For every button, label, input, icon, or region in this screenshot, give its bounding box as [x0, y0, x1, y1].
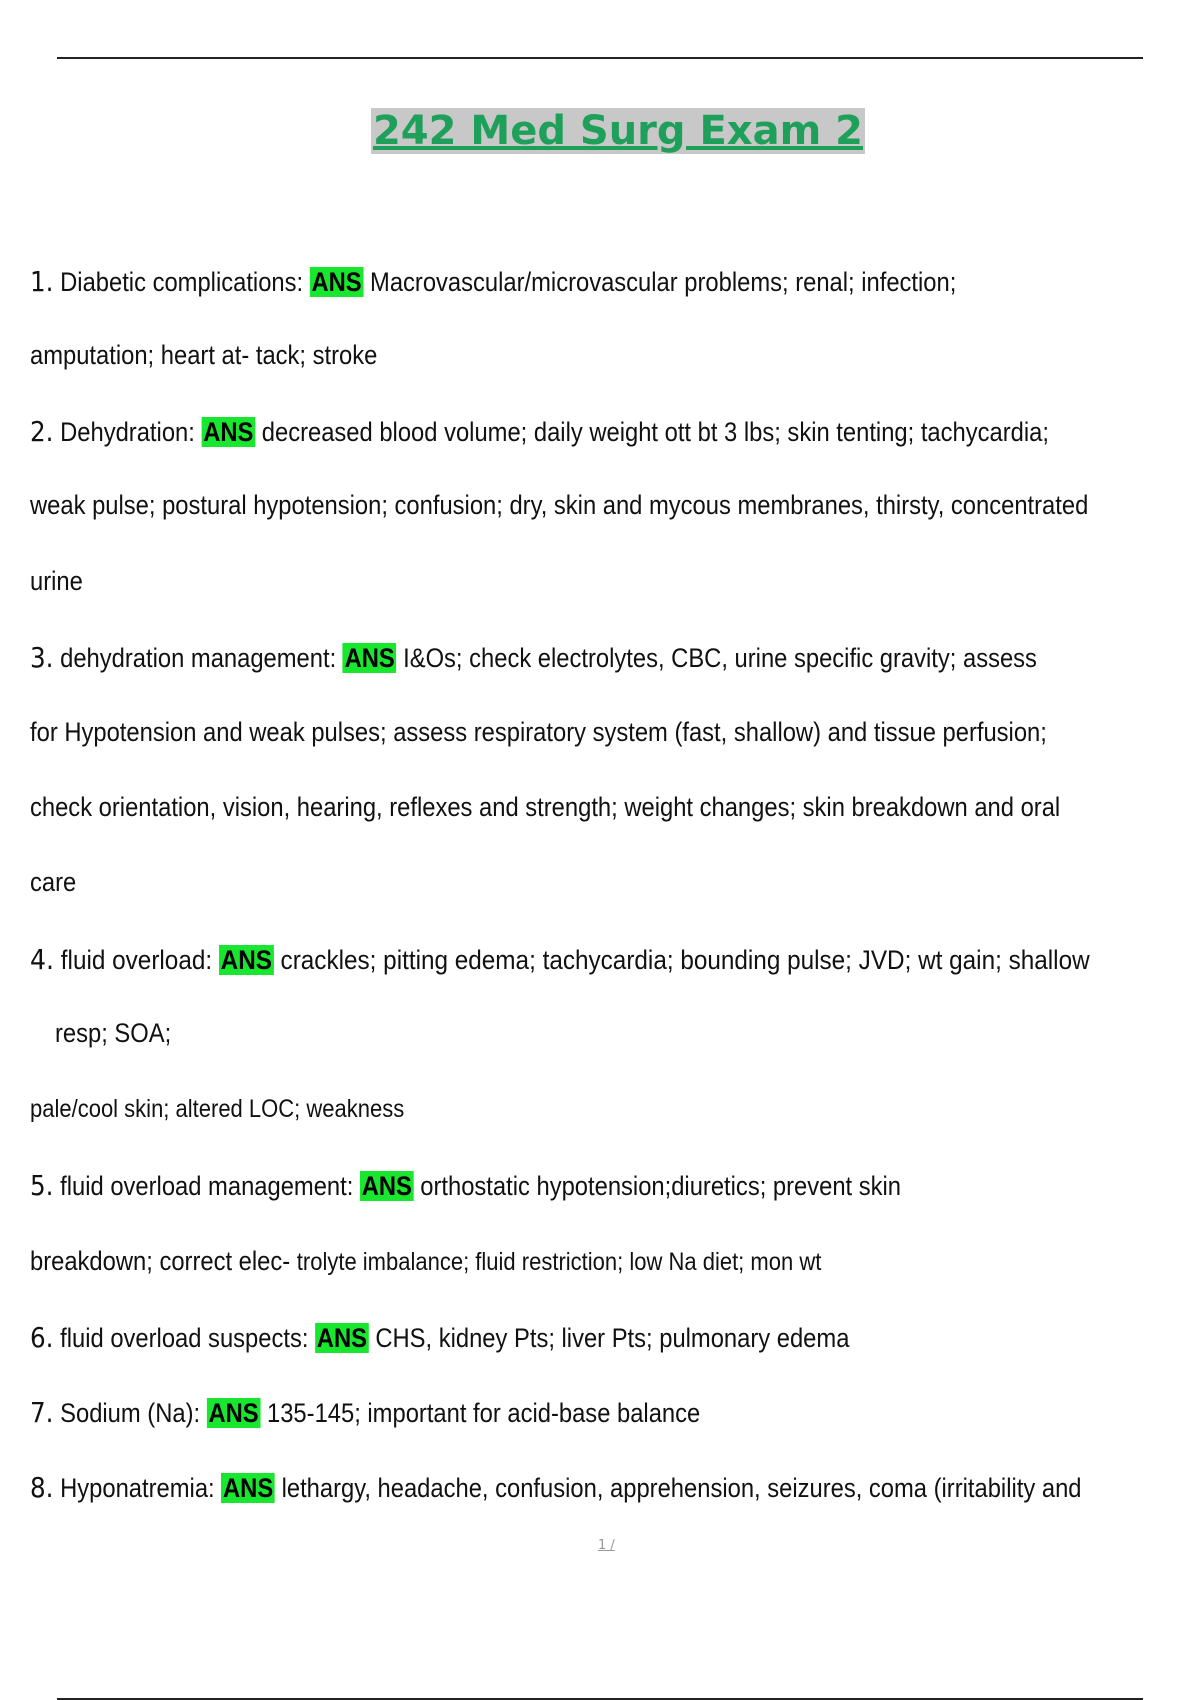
item-3-line-1 — [30, 641, 1037, 674]
item-number: 3. — [30, 641, 54, 674]
item-term: Dehydration: — [60, 417, 195, 447]
item-answer-cont: amputation; heart at- tack; stroke — [30, 340, 378, 370]
ans-tag: ANS — [316, 1323, 367, 1353]
item-term: fluid overload suspects: — [60, 1323, 309, 1353]
item-answer-cont: trolyte imbalance; fluid restriction; low Na diet; mon wt — [296, 1248, 822, 1276]
item-number: 4. — [30, 943, 55, 976]
item-term: fluid overload: — [60, 945, 213, 975]
item-answer: 135-145; important for acid-base balance — [267, 1398, 701, 1428]
item-answer: Macrovascular/microvascular problems; renal; infection; — [370, 267, 957, 297]
item-answer-cont: breakdown; correct elec- — [30, 1246, 291, 1276]
item-number: 1. — [30, 265, 54, 298]
item-4-line-3 — [30, 1095, 404, 1124]
item-term: Hyponatremia: — [60, 1473, 215, 1503]
title-text: 242 Med Surg Exam 2 — [372, 108, 864, 154]
ans-tag: ANS — [223, 1473, 274, 1503]
item-answer-cont: weak pulse; postural hypotension; confusion; dry, skin and mycous membranes, thirsty, concentrated — [30, 490, 1089, 520]
item-answer: decreased blood volume; daily weight ott bt 3 lbs; skin tenting; tachycardia; — [261, 417, 1049, 447]
item-answer-cont: urine — [30, 566, 83, 596]
item-6-line-1 — [30, 1321, 849, 1354]
page-number: 1 / — [598, 1538, 615, 1553]
item-answer-cont: care — [30, 867, 77, 897]
item-number: 6. — [30, 1321, 54, 1354]
item-4-line-1 — [30, 943, 1090, 976]
item-number: 7. — [30, 1396, 54, 1429]
document-title — [0, 108, 1200, 154]
item-4-line-2 — [55, 1018, 171, 1049]
item-answer: I&Os; check electrolytes, CBC, urine specific gravity; assess — [403, 643, 1037, 673]
ans-tag: ANS — [208, 1398, 259, 1428]
item-number: 2. — [30, 415, 54, 448]
item-term: dehydration management: — [60, 643, 337, 673]
item-term: fluid overload management: — [60, 1171, 354, 1201]
item-answer: lethargy, headache, confusion, apprehension, seizures, coma (irritability and — [281, 1473, 1082, 1503]
item-5-line-1 — [30, 1169, 901, 1202]
ans-tag: ANS — [203, 417, 254, 447]
item-answer-cont: pale/cool skin; altered LOC; weakness — [30, 1095, 405, 1123]
item-1-line-2 — [30, 340, 377, 371]
ans-tag: ANS — [344, 643, 395, 673]
item-5-line-2 — [30, 1246, 821, 1277]
item-3-line-2 — [30, 717, 1047, 748]
item-8-line-1 — [30, 1471, 1082, 1504]
item-number: 8. — [30, 1471, 54, 1504]
item-answer-cont: resp; SOA; — [55, 1018, 172, 1048]
item-answer-cont: for Hypotension and weak pulses; assess respiratory system (fast, shallow) and tissue perfusion; — [30, 717, 1047, 747]
ans-tag: ANS — [220, 945, 272, 975]
item-3-line-3 — [30, 792, 1060, 823]
item-7-line-1 — [30, 1396, 700, 1429]
ans-tag: ANS — [311, 267, 362, 297]
item-2-line-3 — [30, 566, 83, 597]
item-3-line-4 — [30, 867, 76, 898]
item-1-line-1 — [30, 265, 956, 298]
item-2-line-1 — [30, 415, 1049, 448]
item-answer: CHS, kidney Pts; liver Pts; pulmonary edema — [375, 1323, 850, 1353]
item-term: Diabetic complications: — [60, 267, 304, 297]
item-2-line-2 — [30, 490, 1088, 521]
item-answer: crackles; pitting edema; tachycardia; bounding pulse; JVD; wt gain; shallow — [280, 945, 1090, 975]
item-answer-cont: check orientation, vision, hearing, reflexes and strength; weight changes; skin breakdown and oral — [30, 792, 1061, 822]
item-term: Sodium (Na): — [60, 1398, 201, 1428]
item-number: 5. — [30, 1169, 54, 1202]
item-answer: orthostatic hypotension;diuretics; prevent skin — [420, 1171, 902, 1201]
top-rule — [57, 57, 1143, 59]
ans-tag: ANS — [361, 1171, 412, 1201]
